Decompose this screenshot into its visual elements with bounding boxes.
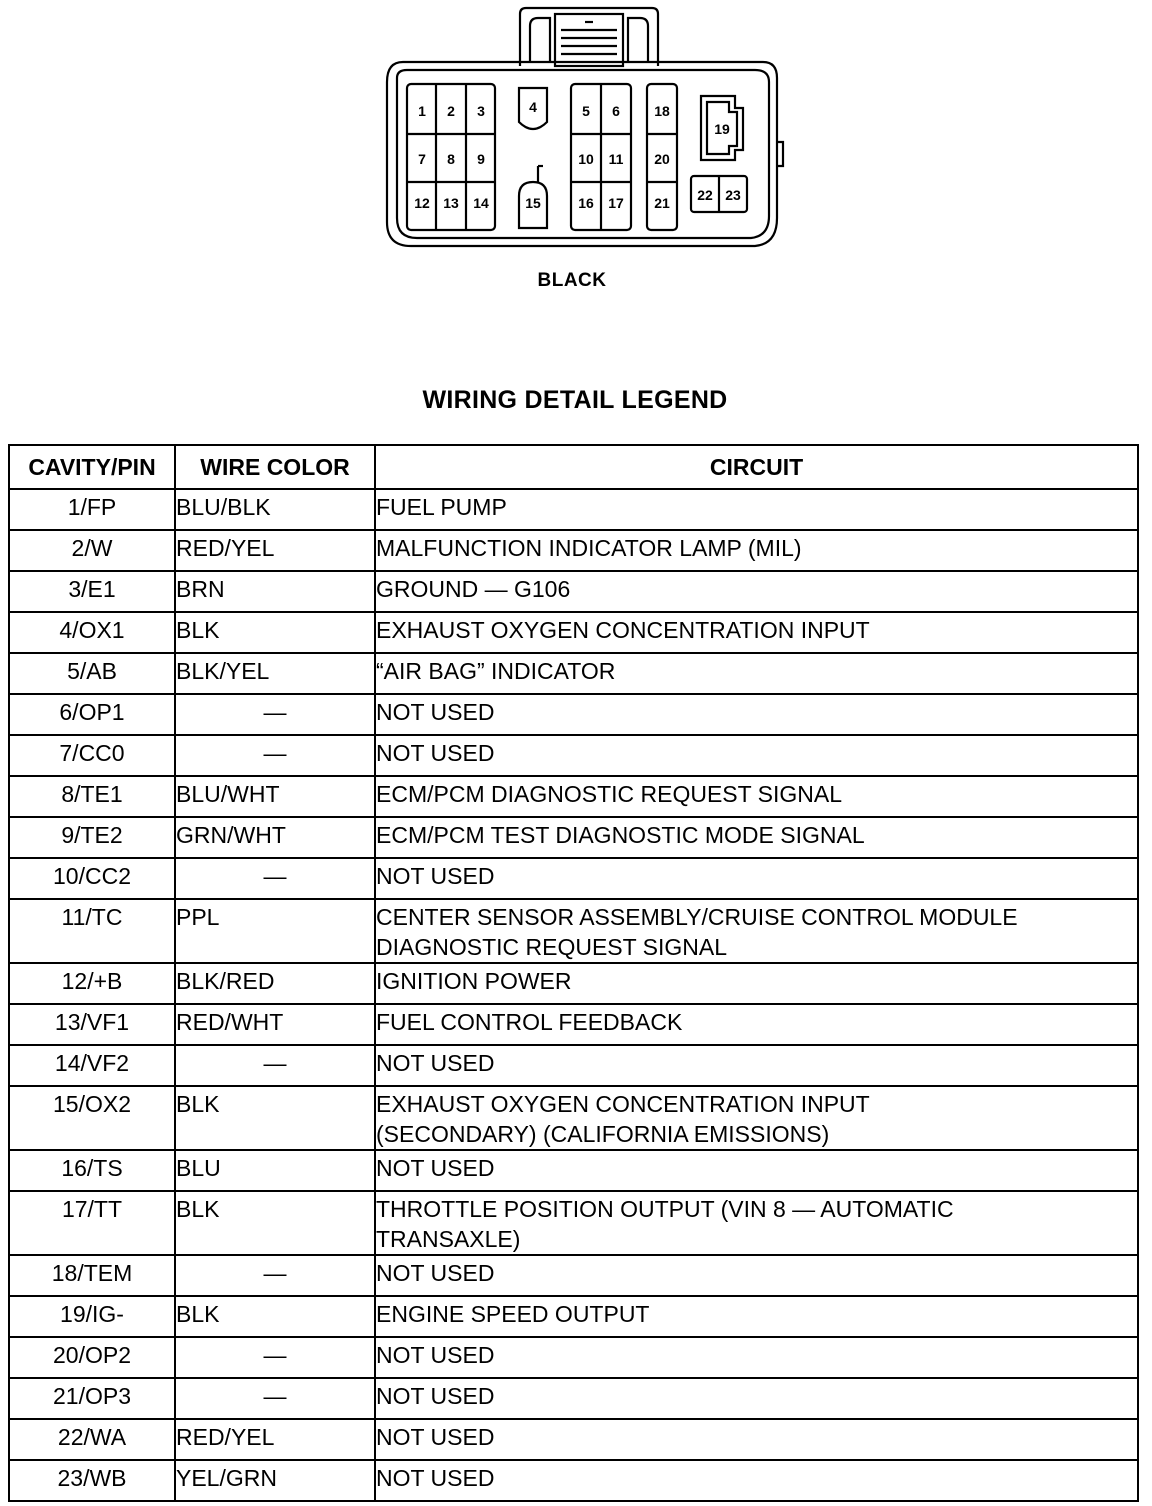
circuit-text: ENGINE SPEED OUTPUT bbox=[376, 1301, 650, 1327]
table-row bbox=[9, 489, 1138, 530]
connector-diagram bbox=[375, 0, 795, 260]
cell-cavity-pin: 9/TE2 bbox=[9, 817, 175, 858]
cell-cavity-pin: 4/OX1 bbox=[9, 612, 175, 653]
cell-cavity-pin: 23/WB bbox=[9, 1460, 175, 1501]
cell-circuit bbox=[375, 489, 1138, 530]
cell-wire-color: RED/WHT bbox=[175, 1004, 375, 1045]
cell-cavity-pin: 8/TE1 bbox=[9, 776, 175, 817]
cell-cavity-pin: 7/CC0 bbox=[9, 735, 175, 776]
header-circuit: CIRCUIT bbox=[375, 445, 1138, 489]
table-row bbox=[9, 1150, 1138, 1191]
pin-label: 14 bbox=[473, 195, 489, 211]
pin-label: 4 bbox=[529, 99, 537, 115]
connector-color-label: BLACK bbox=[537, 270, 607, 291]
table-row bbox=[9, 1378, 1138, 1419]
table-row bbox=[9, 530, 1138, 571]
pin-label: 12 bbox=[414, 195, 430, 211]
cell-circuit bbox=[375, 1045, 1138, 1086]
table-row bbox=[9, 694, 1138, 735]
cell-wire-color: — bbox=[175, 1255, 375, 1296]
cell-circuit bbox=[375, 612, 1138, 653]
cell-wire-color: BLK/YEL bbox=[175, 653, 375, 694]
cell-circuit bbox=[375, 1460, 1138, 1501]
pin-label: 21 bbox=[654, 195, 670, 211]
cell-circuit bbox=[375, 1337, 1138, 1378]
table-row bbox=[9, 1296, 1138, 1337]
pin-label: 11 bbox=[608, 151, 624, 167]
cell-circuit bbox=[375, 1419, 1138, 1460]
cell-cavity-pin: 2/W bbox=[9, 530, 175, 571]
circuit-text: NOT USED bbox=[376, 740, 495, 766]
cell-wire-color: — bbox=[175, 1045, 375, 1086]
table-row bbox=[9, 1419, 1138, 1460]
table-row bbox=[9, 653, 1138, 694]
pin-label: 17 bbox=[608, 195, 624, 211]
cell-cavity-pin: 10/CC2 bbox=[9, 858, 175, 899]
pin-label: 3 bbox=[477, 103, 485, 119]
cell-circuit bbox=[375, 963, 1138, 1004]
circuit-text: NOT USED bbox=[376, 699, 495, 725]
circuit-text: NOT USED bbox=[376, 1465, 495, 1491]
pin-label: 8 bbox=[447, 151, 455, 167]
legend-body bbox=[9, 489, 1138, 1501]
pin-label: 13 bbox=[443, 195, 459, 211]
table-row bbox=[9, 735, 1138, 776]
pin-label: 5 bbox=[582, 103, 590, 119]
cell-circuit bbox=[375, 1296, 1138, 1337]
cell-wire-color: GRN/WHT bbox=[175, 817, 375, 858]
table-row bbox=[9, 1255, 1138, 1296]
cell-wire-color: — bbox=[175, 735, 375, 776]
pin-label: 16 bbox=[578, 195, 594, 211]
cell-cavity-pin: 11/TC bbox=[9, 899, 175, 963]
cell-wire-color: — bbox=[175, 1378, 375, 1419]
circuit-text: NOT USED bbox=[376, 863, 495, 889]
cell-circuit bbox=[375, 776, 1138, 817]
circuit-text: THROTTLE POSITION OUTPUT (VIN 8 — AUTOMATIC bbox=[376, 1196, 954, 1222]
cell-circuit bbox=[375, 1255, 1138, 1296]
cell-circuit bbox=[375, 817, 1138, 858]
table-row bbox=[9, 571, 1138, 612]
cell-wire-color: BLK bbox=[175, 612, 375, 653]
cell-wire-color: PPL bbox=[175, 899, 375, 963]
cell-circuit bbox=[375, 530, 1138, 571]
cell-wire-color: BLU/BLK bbox=[175, 489, 375, 530]
circuit-text: MALFUNCTION INDICATOR LAMP (MIL) bbox=[376, 535, 802, 561]
cell-circuit bbox=[375, 653, 1138, 694]
table-row bbox=[9, 1337, 1138, 1378]
cell-wire-color: BLU/WHT bbox=[175, 776, 375, 817]
legend-title: WIRING DETAIL LEGEND bbox=[422, 386, 728, 414]
table-row bbox=[9, 612, 1138, 653]
cell-cavity-pin: 20/OP2 bbox=[9, 1337, 175, 1378]
cell-circuit bbox=[375, 694, 1138, 735]
cell-circuit bbox=[375, 1378, 1138, 1419]
circuit-text: FUEL PUMP bbox=[376, 494, 507, 520]
cell-circuit bbox=[375, 1150, 1138, 1191]
circuit-text-line2: DIAGNOSTIC REQUEST SIGNAL bbox=[376, 934, 728, 960]
circuit-text: NOT USED bbox=[376, 1155, 495, 1181]
cell-cavity-pin: 12/+B bbox=[9, 963, 175, 1004]
cell-cavity-pin: 18/TEM bbox=[9, 1255, 175, 1296]
cell-wire-color: RED/YEL bbox=[175, 530, 375, 571]
cell-circuit bbox=[375, 1086, 1138, 1150]
pin-label: 18 bbox=[654, 103, 670, 119]
pin-label: 6 bbox=[612, 103, 620, 119]
table-row bbox=[9, 858, 1138, 899]
circuit-text: FUEL CONTROL FEEDBACK bbox=[376, 1009, 683, 1035]
cell-cavity-pin: 22/WA bbox=[9, 1419, 175, 1460]
table-row bbox=[9, 1004, 1138, 1045]
header-wire-color: WIRE COLOR bbox=[175, 445, 375, 489]
cell-cavity-pin: 3/E1 bbox=[9, 571, 175, 612]
circuit-text: IGNITION POWER bbox=[376, 968, 572, 994]
header-cavity-pin: CAVITY/PIN bbox=[9, 445, 175, 489]
circuit-text-line2: (SECONDARY) (CALIFORNIA EMISSIONS) bbox=[376, 1121, 830, 1147]
cell-cavity-pin: 16/TS bbox=[9, 1150, 175, 1191]
table-row bbox=[9, 899, 1138, 963]
pin-label: 2 bbox=[447, 103, 455, 119]
table-row bbox=[9, 776, 1138, 817]
cell-wire-color: YEL/GRN bbox=[175, 1460, 375, 1501]
cell-wire-color: — bbox=[175, 1337, 375, 1378]
cell-circuit bbox=[375, 1191, 1138, 1255]
pin-label: 22 bbox=[697, 187, 713, 203]
circuit-text: NOT USED bbox=[376, 1260, 495, 1286]
table-row bbox=[9, 1191, 1138, 1255]
cell-cavity-pin: 5/AB bbox=[9, 653, 175, 694]
pin-label: 15 bbox=[525, 195, 541, 211]
table-header-row bbox=[9, 445, 1138, 489]
cell-circuit bbox=[375, 899, 1138, 963]
circuit-text: NOT USED bbox=[376, 1050, 495, 1076]
table-row bbox=[9, 1045, 1138, 1086]
cell-circuit bbox=[375, 858, 1138, 899]
circuit-text: GROUND — G106 bbox=[376, 576, 571, 602]
pin-label: 20 bbox=[654, 151, 670, 167]
cell-circuit bbox=[375, 571, 1138, 612]
pin-label: 7 bbox=[418, 151, 426, 167]
pin-label: 23 bbox=[725, 187, 741, 203]
cell-cavity-pin: 1/FP bbox=[9, 489, 175, 530]
circuit-text: NOT USED bbox=[376, 1383, 495, 1409]
circuit-text: CENTER SENSOR ASSEMBLY/CRUISE CONTROL MODULE bbox=[376, 904, 1018, 930]
cell-wire-color: BLU bbox=[175, 1150, 375, 1191]
circuit-text: ECM/PCM TEST DIAGNOSTIC MODE SIGNAL bbox=[376, 822, 865, 848]
cell-cavity-pin: 14/VF2 bbox=[9, 1045, 175, 1086]
circuit-text: NOT USED bbox=[376, 1424, 495, 1450]
cell-wire-color: BLK bbox=[175, 1191, 375, 1255]
cell-circuit bbox=[375, 735, 1138, 776]
cell-wire-color: — bbox=[175, 858, 375, 899]
cell-cavity-pin: 19/IG- bbox=[9, 1296, 175, 1337]
wiring-legend-table bbox=[8, 444, 1139, 1502]
circuit-text: EXHAUST OXYGEN CONCENTRATION INPUT bbox=[376, 1091, 870, 1117]
cell-wire-color: — bbox=[175, 694, 375, 735]
table-row bbox=[9, 963, 1138, 1004]
cell-wire-color: BLK bbox=[175, 1296, 375, 1337]
cell-cavity-pin: 15/OX2 bbox=[9, 1086, 175, 1150]
circuit-text: “AIR BAG” INDICATOR bbox=[376, 658, 616, 684]
pin-label: 9 bbox=[477, 151, 485, 167]
cell-cavity-pin: 21/OP3 bbox=[9, 1378, 175, 1419]
cell-wire-color: BLK/RED bbox=[175, 963, 375, 1004]
cell-cavity-pin: 6/OP1 bbox=[9, 694, 175, 735]
circuit-text-line2: TRANSAXLE) bbox=[376, 1226, 521, 1252]
cell-circuit bbox=[375, 1004, 1138, 1045]
circuit-text: ECM/PCM DIAGNOSTIC REQUEST SIGNAL bbox=[376, 781, 843, 807]
cell-wire-color: BLK bbox=[175, 1086, 375, 1150]
table-row bbox=[9, 1460, 1138, 1501]
circuit-text: NOT USED bbox=[376, 1342, 495, 1368]
pin-label: 1 bbox=[418, 103, 426, 119]
pin-label: 10 bbox=[578, 151, 594, 167]
pin-label: 19 bbox=[714, 121, 730, 137]
table-row bbox=[9, 1086, 1138, 1150]
table-row bbox=[9, 817, 1138, 858]
circuit-text: EXHAUST OXYGEN CONCENTRATION INPUT bbox=[376, 617, 870, 643]
cell-cavity-pin: 13/VF1 bbox=[9, 1004, 175, 1045]
cell-wire-color: RED/YEL bbox=[175, 1419, 375, 1460]
cell-cavity-pin: 17/TT bbox=[9, 1191, 175, 1255]
cell-wire-color: BRN bbox=[175, 571, 375, 612]
